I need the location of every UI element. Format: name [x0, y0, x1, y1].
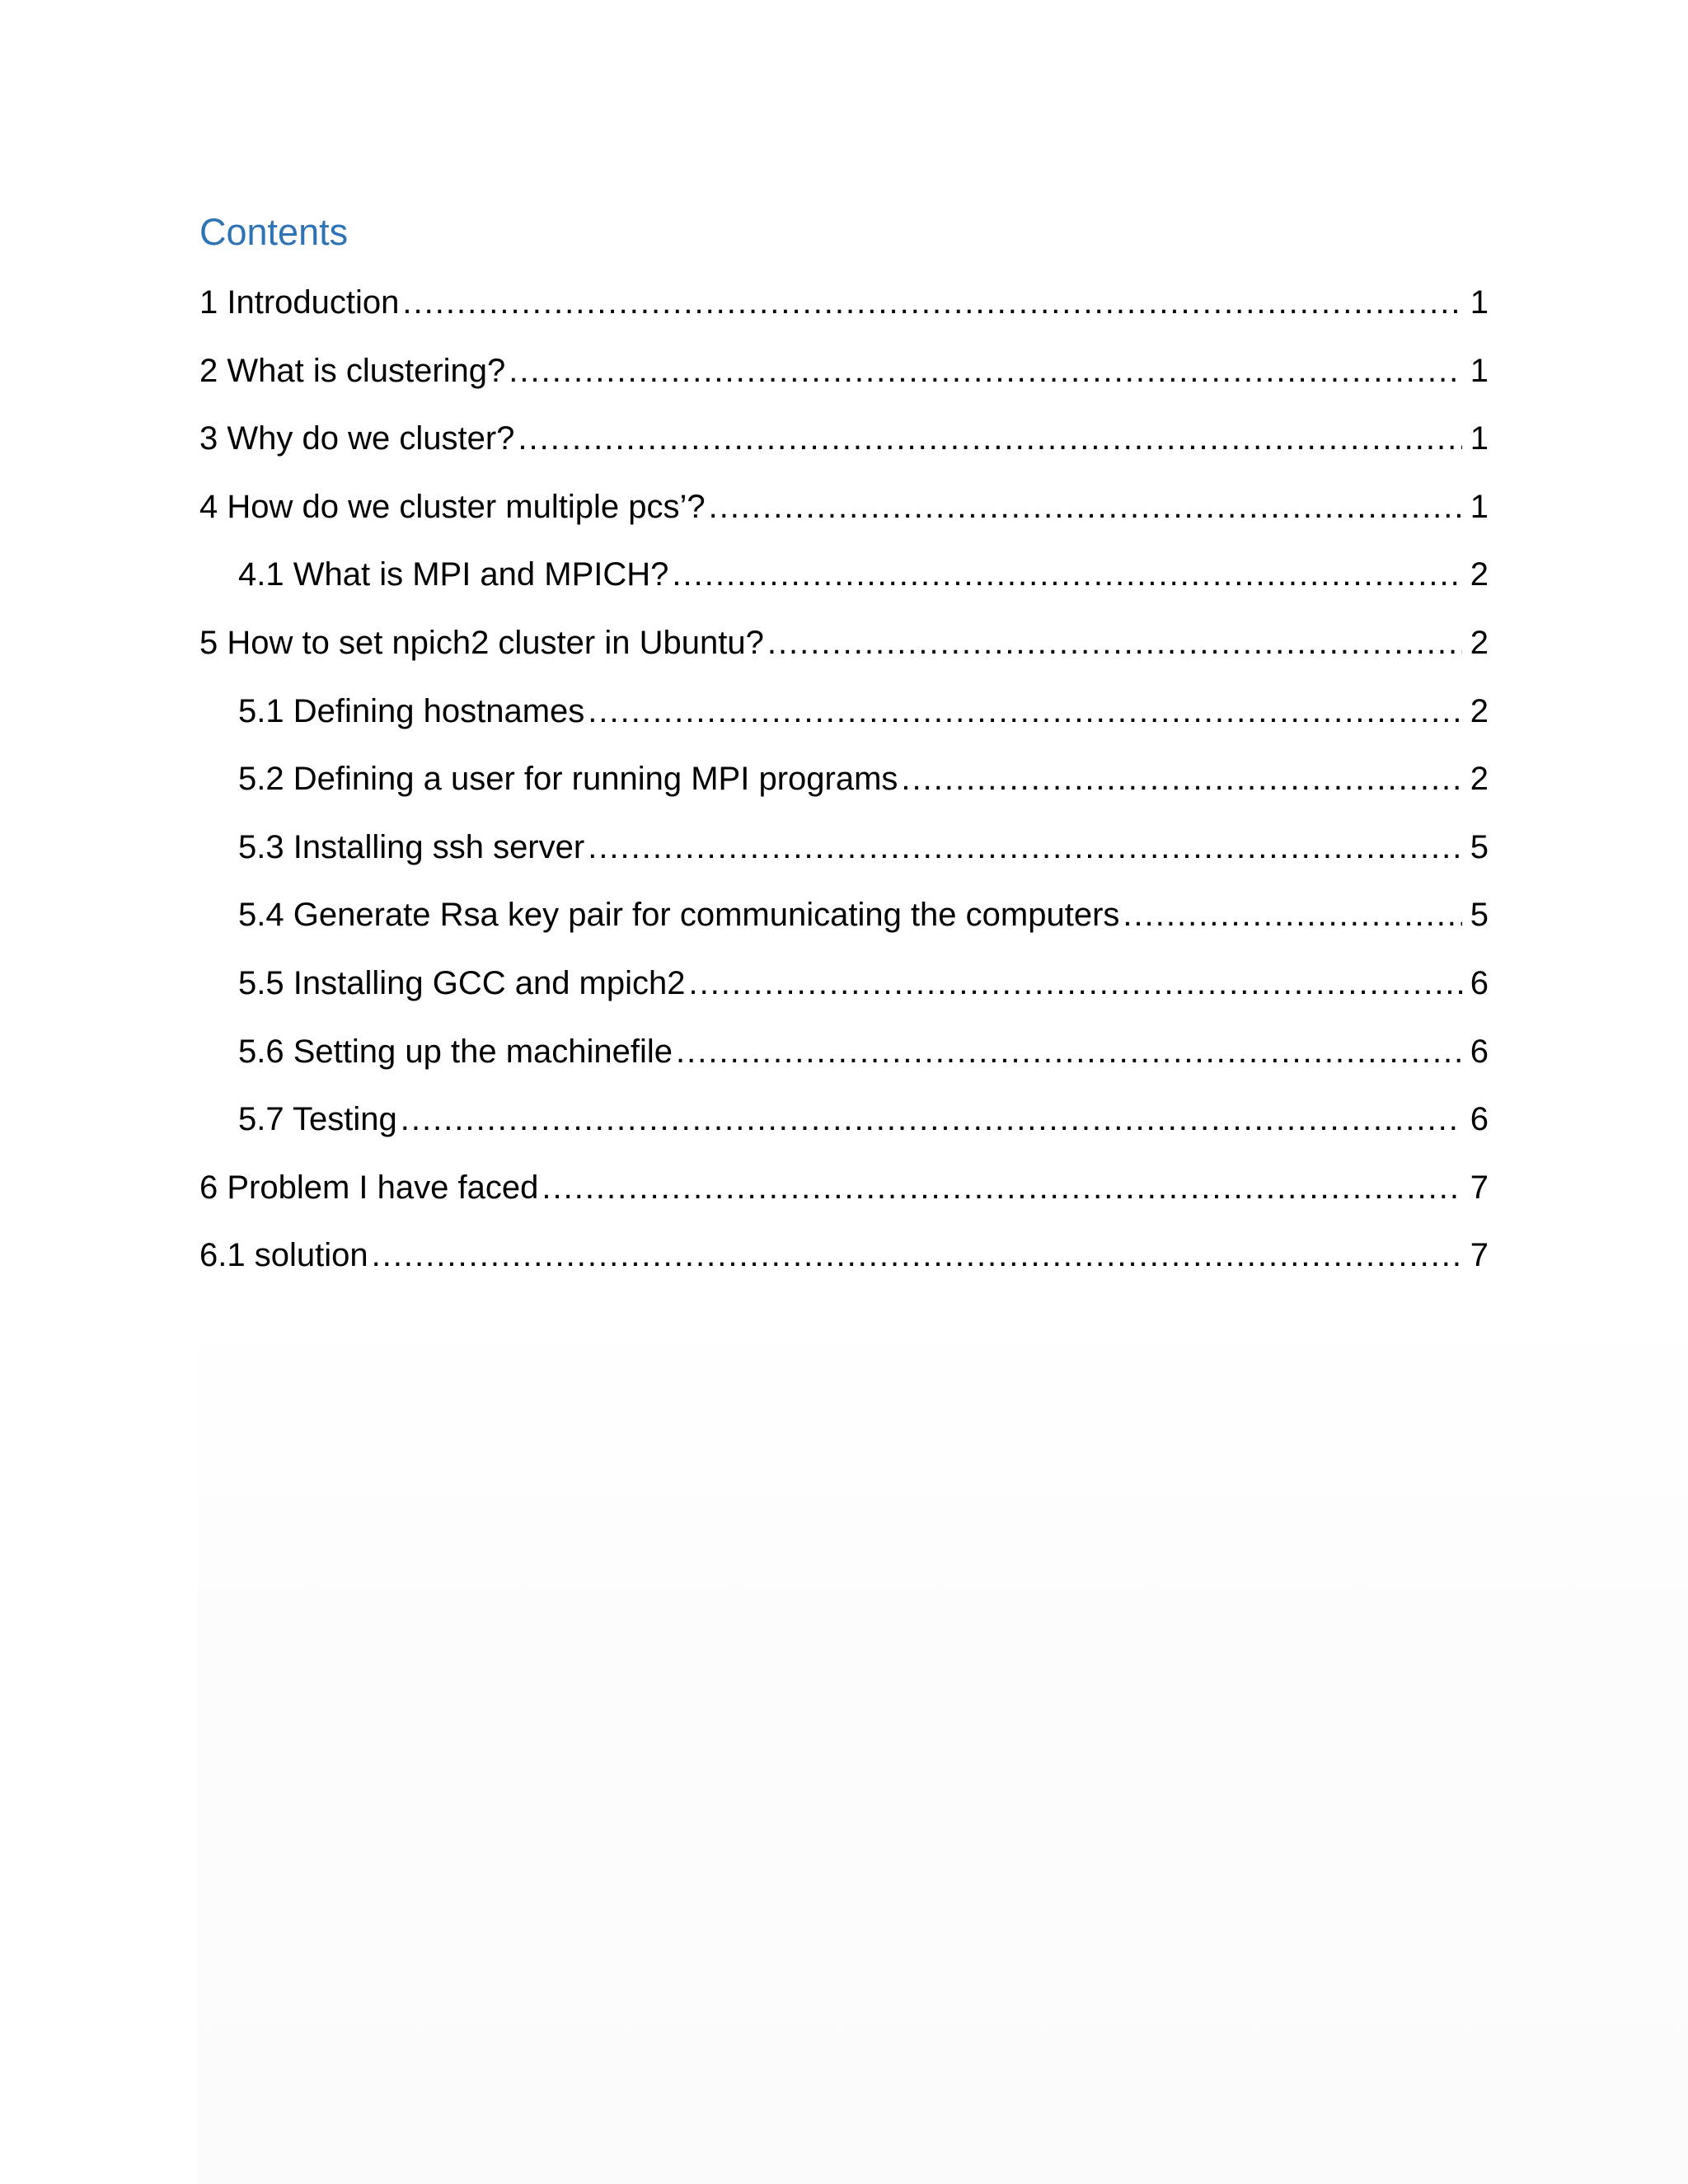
toc-entry-page-number: 1 [1470, 284, 1489, 321]
dot-leader [672, 541, 1462, 609]
toc-entry-title: 2 What is clustering? [199, 352, 506, 389]
toc-entry-page-number: 1 [1470, 420, 1489, 457]
toc-entry-page-number: 5 [1470, 897, 1489, 934]
toc-entry-machinefile[interactable] [199, 1018, 1489, 1086]
page-shading [198, 1302, 1688, 2184]
toc-entry-title: 4 How do we cluster multiple pcs’? [199, 488, 706, 525]
toc-entry-page-number: 7 [1470, 1237, 1489, 1274]
toc-entry-title: 6 Problem I have faced [199, 1169, 539, 1206]
toc-entry-introduction[interactable] [199, 269, 1489, 337]
dot-leader [676, 1018, 1462, 1086]
dot-leader [689, 949, 1463, 1018]
toc-entry-installing-gcc[interactable] [199, 949, 1489, 1018]
toc-entry-page-number: 6 [1470, 964, 1489, 1001]
toc-entry-title: 6.1 solution [199, 1237, 368, 1274]
dot-leader [767, 609, 1462, 677]
dot-leader [542, 1154, 1462, 1222]
dot-leader [372, 1221, 1462, 1290]
toc-entry-testing[interactable] [199, 1085, 1489, 1154]
toc-entry-title: 5 How to set npich2 cluster in Ubuntu? [199, 624, 764, 661]
dot-leader [509, 337, 1462, 405]
toc-list [199, 269, 1489, 1290]
toc-heading: Contents [199, 211, 349, 253]
toc-entry-what-is-clustering[interactable] [199, 337, 1489, 405]
dot-leader [901, 745, 1462, 813]
dot-leader [401, 1085, 1462, 1154]
toc-entry-how-do-we-cluster[interactable] [199, 473, 1489, 541]
dot-leader [1123, 881, 1462, 949]
toc-entry-title: 5.1 Defining hostnames [238, 692, 585, 729]
toc-entry-title: 5.3 Installing ssh server [238, 828, 585, 865]
toc-entry-page-number: 6 [1470, 1101, 1489, 1138]
toc-entry-title: 1 Introduction [199, 284, 400, 321]
table-of-contents [199, 196, 1489, 1290]
toc-entry-title: 5.5 Installing GCC and mpich2 [238, 964, 686, 1001]
toc-entry-page-number: 7 [1470, 1169, 1489, 1206]
toc-entry-page-number: 6 [1470, 1033, 1489, 1070]
dot-leader [588, 813, 1462, 882]
toc-entry-page-number: 5 [1470, 828, 1489, 865]
toc-entry-title: 4.1 What is MPI and MPICH? [238, 556, 669, 593]
toc-entry-title: 3 Why do we cluster? [199, 420, 515, 457]
toc-entry-page-number: 2 [1470, 692, 1489, 729]
toc-entry-page-number: 2 [1470, 761, 1489, 798]
dot-leader [709, 473, 1462, 541]
dot-leader [518, 405, 1462, 473]
toc-entry-page-number: 2 [1470, 624, 1489, 661]
toc-entry-title: 5.4 Generate Rsa key pair for communicating the computers [238, 897, 1120, 934]
toc-entry-why-do-we-cluster[interactable] [199, 405, 1489, 473]
toc-entry-mpi-and-mpich[interactable] [199, 541, 1489, 609]
toc-entry-title: 5.6 Setting up the machinefile [238, 1033, 673, 1070]
toc-entry-problem-faced[interactable] [199, 1154, 1489, 1222]
toc-entry-page-number: 2 [1470, 556, 1489, 593]
toc-entry-title: 5.2 Defining a user for running MPI programs [238, 761, 898, 798]
toc-entry-set-npich2-cluster[interactable] [199, 609, 1489, 677]
toc-entry-solution[interactable] [199, 1221, 1489, 1290]
toc-entry-installing-ssh-server[interactable] [199, 813, 1489, 882]
dot-leader [402, 269, 1462, 337]
toc-entry-page-number: 1 [1470, 352, 1489, 389]
toc-entry-page-number: 1 [1470, 488, 1489, 525]
toc-entry-defining-user[interactable] [199, 745, 1489, 813]
dot-leader [588, 677, 1462, 746]
toc-entry-generate-rsa-key[interactable] [199, 881, 1489, 949]
toc-entry-title: 5.7 Testing [238, 1101, 397, 1138]
toc-entry-defining-hostnames[interactable] [199, 677, 1489, 746]
